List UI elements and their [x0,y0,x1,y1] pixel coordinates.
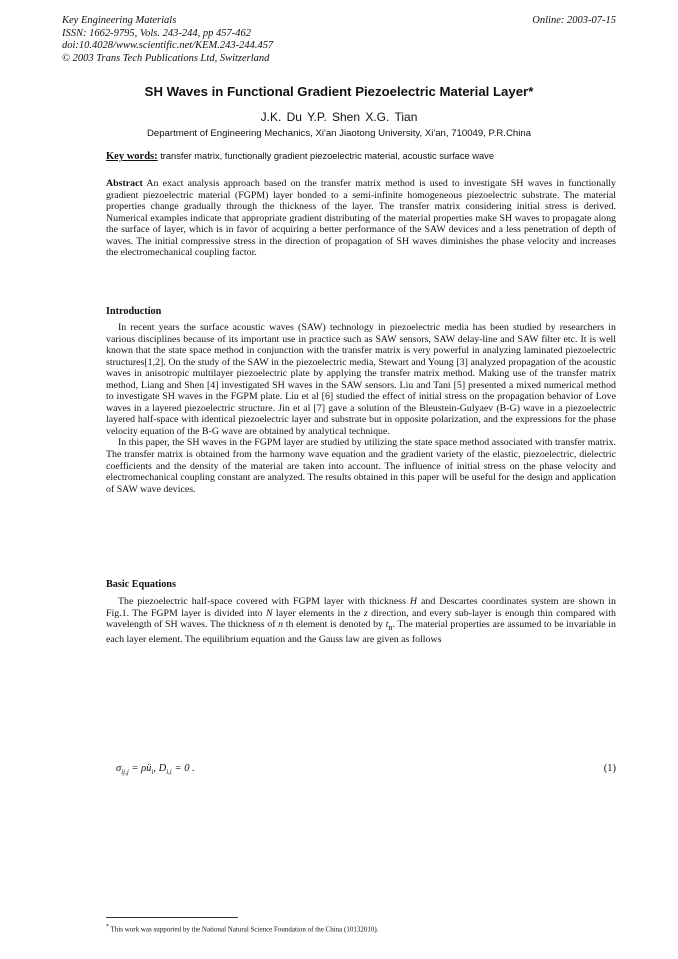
funding-footnote: * This work was supported by the National Natural Science Foundation of the China (10132010). [106,924,379,934]
introduction-body [106,322,616,495]
introduction-heading: Introduction [106,306,162,317]
copyright-line: © 2003 Trans Tech Publications Ltd, Switzerland [62,52,270,64]
footnote-divider [106,917,238,918]
abstract-text: An exact analysis approach based on the transfer matrix method is used to investigate SH waves in functionally gradient piezoelectric material (FGPM) layer bonded to a semi-infinite homogeneous piezoelectric substrate. The material properties change gradually through the thickness of the layer. The transfer matrix considering initial stress is derived. Numerical examples indicate that appropriate gradient distributing of the material properties make SH waves to propagate along the surface of layer, which is in favor of acquiring a better performance of the SAW devices and a less penetration of depth of waves. The initial compressive stress in the direction of propagation of SH waves diminishes the phase velocity and increases the electromechanical coupling factor. [106,178,616,259]
journal-name: Key Engineering Materials [62,15,177,26]
equation-body: $\sigma_{ij,j}$ = $\rho ü_i$, $D_{i,i} = 0$ . [116,763,195,777]
authors: J.K. Du Y.P. Shen X.G. Tian [260,110,418,124]
doi-line: doi:10.4028/www.scientific.net/KEM.243-244.457 [62,40,274,51]
basic-paragraph: The piezoelectric half-space covered with FGPM layer with thickness H and Descartes coordinates system are shown in Fig.1. The FGPM layer is divided into N layer elements in the z direction, and every sub-layer is enough thin compared with wavelength of SH waves. The thickness of n th element is denoted by $t_n$. The material properties are assumed to be invariable in each layer element. The equilibrium equation and the Gauss law are given as follows [106,596,616,645]
equation-number: (1) [603,763,616,774]
journal-header [62,15,273,65]
abstract [106,178,616,259]
basic-equations-body [106,596,616,645]
affiliation: Department of Engineering Mechanics, Xi'an Jiaotong University, Xi'an, 710049, P.R.China [146,128,532,139]
basic-equations-heading: Basic Equations [106,579,176,590]
keywords-label: Key words: [106,151,158,162]
issn-line: ISSN: 1662-9795, Vols. 243-244, pp 457-462 [62,27,251,39]
keywords [106,151,626,162]
equation-1 [116,763,616,779]
paper-title: SH Waves in Functional Gradient Piezoelectric Material Layer* [144,84,534,99]
online-date: Online: 2003-07-15 [532,15,616,26]
intro-paragraph-1: In recent years the surface acoustic waves (SAW) technology in piezoelectric media has been studied by researchers in various disciplines because of its important use in practice such as SAW sensors, SAW delay-line and SAW filter etc. It is well known that the state space method in conjunction with the transfer matrix is very powerful in analyzing laminated piezoelectric structures[1,2]. On the study of the SAW in the piezoelectric media, Stewart and Young [3] analyzed propagation of the acoustic waves in anisotropic multilayer piezoelectric plate by applying the transfer matrix method. Making use of the transfer matrix method, Liang and Shen [4] investigated SH waves in the SAW sensors. Liu and Tani [5] presented a mixed numerical method to investigate SH waves in the FGPM plate. Liu et al [6] studied the effect of initial stress on the propagation behavior of Love waves in a layered piezoelectric structure. Jin et al [7] gave a solution of the Bleustein-Gulyaev (B-G) wave in a piezoelectric layered half-space with identical piezoelectric layer and substrate but in opposite polarization, and the expressions for the phase velocity equation of the B-G wave are obtained by analytical technique. [106,322,616,437]
intro-paragraph-2: In this paper, the SH waves in the FGPM layer are studied by utilizing the state space method associated with transfer matrix. The transfer matrix is obtained from the harmony wave equation and the gradient variety of the elastic, piezoelectric, dielectric coefficients and the density of the material are taken into account. The influence of initial stress on the phase velocity and electromechanical coupling constant are analyzed. The results obtained in this paper will be useful for the design and application of SAW wave devices. [106,437,616,495]
keywords-text: transfer matrix, functionally gradient piezoelectric material, acoustic surface wave [157,151,495,161]
abstract-label: Abstract [106,178,143,189]
